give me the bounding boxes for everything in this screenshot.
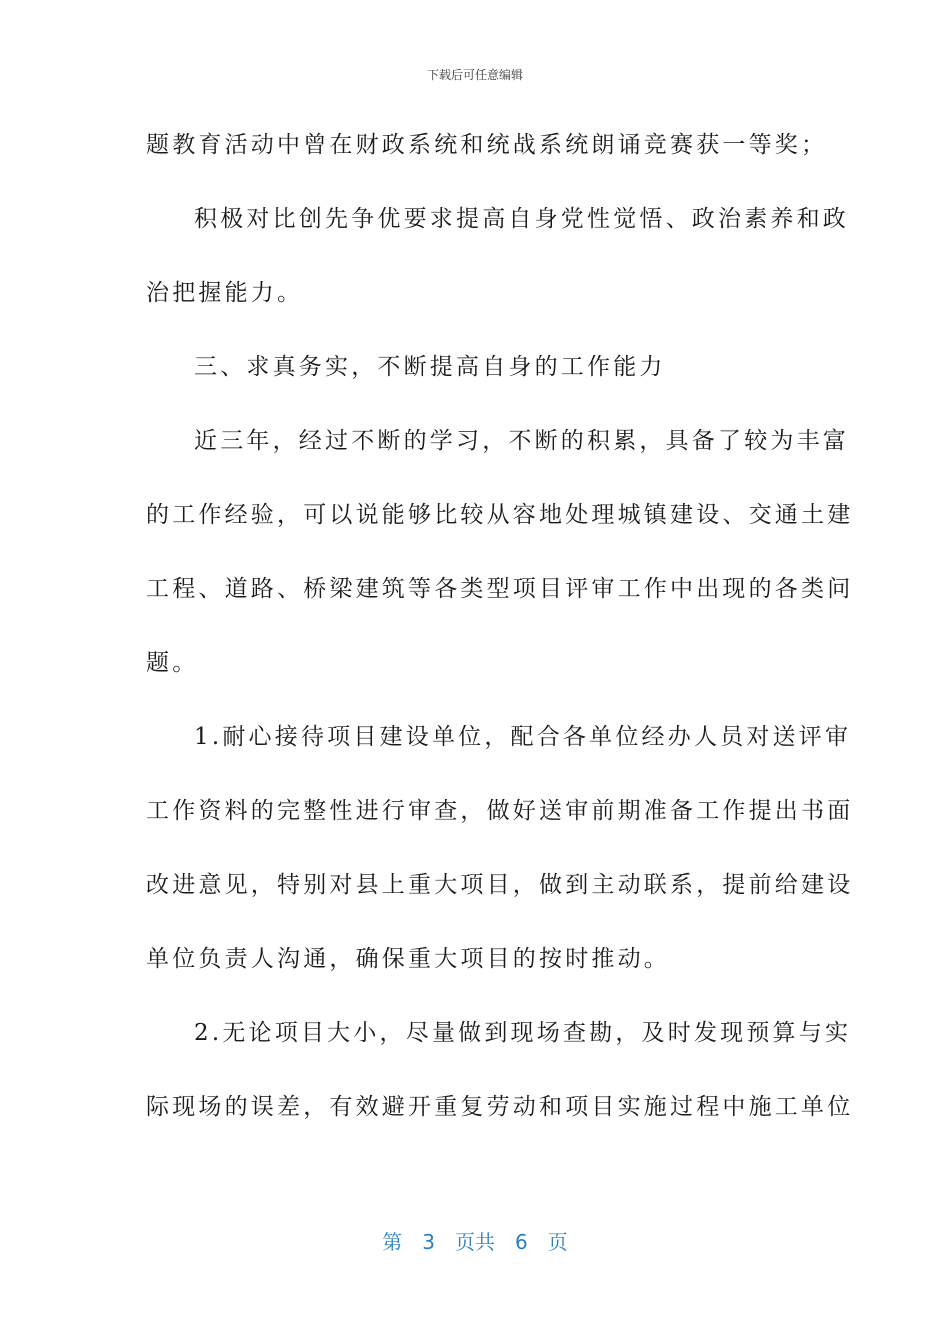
document-body [146, 123, 854, 1159]
section-heading: 三、求真务实，不断提高自身的工作能力 [194, 354, 666, 380]
text-line: 1.耐心接待项目建设单位，配合各单位经办人员对送评审 [194, 724, 852, 750]
total-pages-number: 6 [515, 1230, 528, 1254]
text-line: 改进意见，特别对县上重大项目，做到主动联系，提前给建设 [146, 872, 854, 898]
text-line: 单位负责人沟通，确保重大项目的按时推动。 [146, 946, 670, 972]
current-page-number: 3 [422, 1230, 435, 1254]
header-note: 下载后可任意编辑 [426, 68, 523, 82]
text-line: 工程、道路、桥梁建筑等各类型项目评审工作中出现的各类问 [146, 576, 854, 602]
text-line: 2.无论项目大小，尽量做到现场查勘，及时发现预算与实 [194, 1020, 852, 1046]
text-line: 近三年，经过不断的学习，不断的积累，具备了较为丰富 [194, 428, 849, 454]
footer-prefix: 第 [382, 1230, 403, 1254]
text-line: 题。 [146, 650, 199, 676]
text-line: 治把握能力。 [146, 280, 304, 306]
page-footer [0, 1226, 950, 1255]
text-line: 积极对比创先争优要求提高自身党性觉悟、政治素养和政 [194, 206, 849, 232]
text-line: 际现场的误差，有效避开重复劳动和项目实施过程中施工单位 [146, 1094, 854, 1120]
text-line: 工作资料的完整性进行审查，做好送审前期准备工作提出书面 [146, 798, 854, 824]
text-line: 的工作经验，可以说能够比较从容地处理城镇建设、交通土建 [146, 502, 854, 528]
footer-suffix: 页 [547, 1230, 568, 1254]
text-line: 题教育活动中曾在财政系统和统战系统朗诵竞赛获一等奖； [146, 132, 828, 158]
footer-middle: 页共 [455, 1230, 495, 1254]
